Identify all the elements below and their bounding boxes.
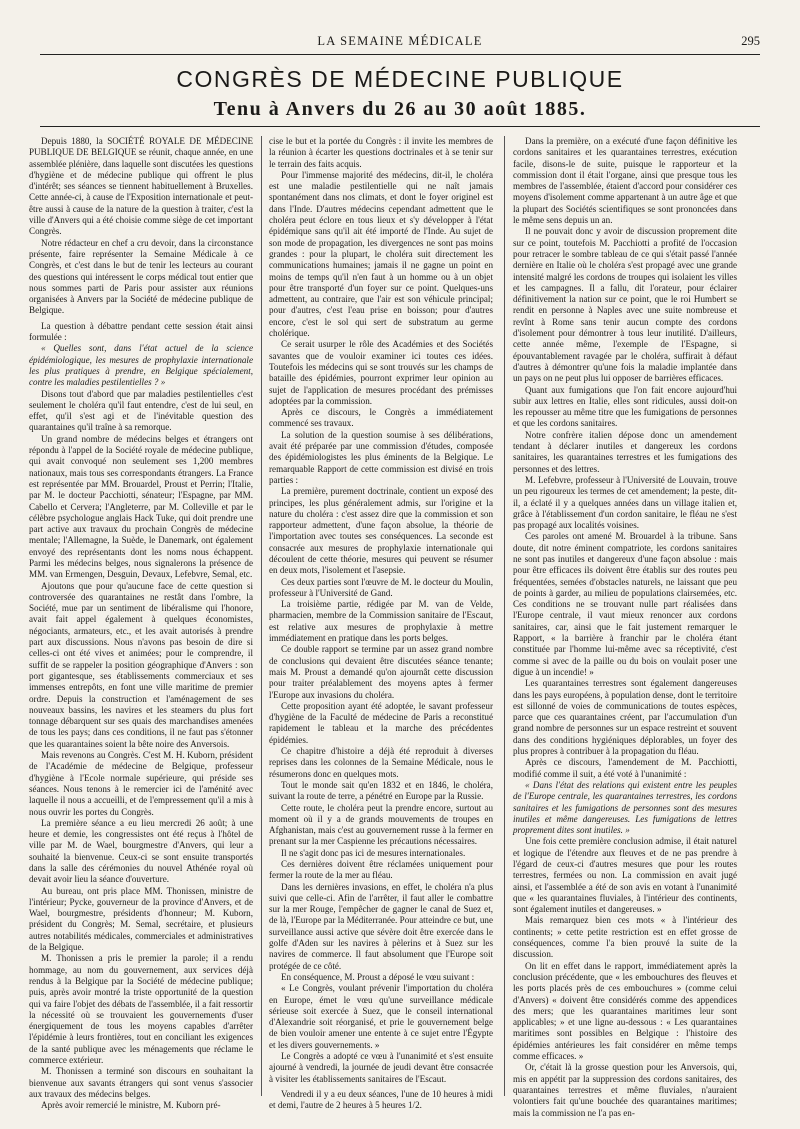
- column-1: [29, 136, 253, 1111]
- title-rule: [40, 126, 760, 127]
- paragraph: Or, c'était là la grosse question pour les Anversois, qui, mis en appétit par la suppression des cordons sanitaires, des quarantaines terrestres et même fluviales, n'auraient volontiers fait qu'une bouchée des quarantaines maritimes; mais la commission ne l'a pas en-: [513, 1062, 737, 1118]
- paragraph: La question à débattre pendant cette session était ainsi formulée :: [29, 320, 253, 343]
- article-title: CONGRÈS DE MÉDECINE PUBLIQUE: [176, 66, 624, 92]
- paragraph: Un grand nombre de médecins belges et étrangers ont répondu à l'appel de la Société royale de médecine publique, qui avait convoqué non seulement ses 1,200 membres nationaux, mais tous ses correspondants étrangers. La France est représentée par MM. Brouardel, Proust et Perrin; l'Italie, par M. le docteur Pacchiotti, sénateur; l'Espagne, par MM. Cabello et Cervera; l'Angleterre, par M. Colleville et par le célèbre psychologue anglais Hack Tuke, qui doit prendre une part active aux travaux du prochain Congrès de médecine mentale; l'Allemagne, la Suède, le Danemark, ont également envoyé des représentants dont les noms nous échappent. Parmi les médecins belges, nous signalerons la présence de MM. van Ermengen, Desguin, Devaux, Lefebvre, Semal, etc.: [29, 433, 253, 580]
- paragraph: Après ce discours, le Congrès a immédiatement commencé ses travaux.: [269, 407, 493, 429]
- paragraph: Ce double rapport se termine par un assez grand nombre de conclusions qui devaient être discutées séance tenante; mais M. Proust a demandé qu'on ajournât cette discussion pour traiter préalablement des moyens aptes à fermer l'Europe aux invasions du choléra.: [269, 644, 493, 700]
- paragraph: Les quarantaines terrestres sont également dangereuses dans les pays européens, à population dense, dont le territoire est sillonné de voies de communications de toutes espèces, parce que ces quarantaines créent, par l'accumulation d'un grand nombre de personnes sur un espace restreint et souvent dans des conditions hygiéniques déplorables, un foyer des plus propres à contribuer à la propagation du fléau.: [513, 678, 737, 757]
- paragraph: Ces paroles ont amené M. Brouardel à la tribune. Sans doute, dit notre éminent compatriote, les cordons sanitaires ne sont pas inutiles et dangereux d'une façon absolue : mais pour être efficaces ils doivent être établis sur des routes peu fréquentées, semées d'obstacles naturels, ne laissant que peu de points à garder, au milieu de populations clairsemées, etc. Ces conditions ne se trouvant nulle part réalisées dans l'Europe centrale, il vaut mieux renoncer aux cordons sanitaires, car, ainsi que le fait justement remarquer le Rapport, « la barrière à franchir par le choléra étant constituée par l'homme lui-même avec sa réceptivité, c'est comme si avec de la paille ou du bois on voulait poser une digue à un incendie! »: [513, 531, 737, 677]
- paragraph: Notre rédacteur en chef a cru devoir, dans la circonstance présente, faire représenter la Semaine Médicale à ce Congrès, et c'est dans le but de tenir les lecteurs au courant des questions qui intéressent le corps médical tout entier que nous sommes parti de Paris pour assister aux réunions organisées à Anvers par la Société de médecine publique de Belgique.: [29, 237, 253, 316]
- paragraph: On lit en effet dans le rapport, immédiatement après la conclusion précédente, que « les embouchures des fleuves et les ports placés près de ces embouchures » (comme celui d'Anvers) « doivent être considérés comme des appendices des mers; que les quarantaines maritimes leur sont applicables; » et une ligne au-dessous : « Les quarantaines maritimes sont possibles en Belgique : l'histoire des épidémies antérieures les fait considérer en même temps comme efficaces. »: [513, 960, 737, 1062]
- paragraph: Cette proposition ayant été adoptée, le savant professeur d'hygiène de la Faculté de médecine de Paris a reconstitué rapidement le tableau et la marche des précédentes épidémies.: [269, 700, 493, 745]
- paragraph: M. Thonissen a terminé son discours en souhaitant la bienvenue aux savants étrangers qui sont venus s'associer aux travaux des médecins belges.: [29, 1066, 253, 1099]
- paragraph: Cette route, le choléra peut la prendre encore, surtout au moment où il y a de grands mouvements de troupes en Afghanistan, mais c'est au gouvernement russe à la fermer en prenant sur la mer Caspienne les précautions nécessaires.: [269, 802, 493, 847]
- paragraph: La troisième partie, rédigée par M. van de Velde, pharmacien, membre de la Commission sanitaire de l'Escaut, est relative aux mesures de prophylaxie à mettre immédiatement en pratique dans les ports belges.: [269, 599, 493, 644]
- paragraph: Au bureau, ont pris place MM. Thonissen, ministre de l'intérieur; Pycke, gouverneur de la province d'Anvers, et de Wael, bourgmestre, présidents d'honneur; M. Kuborn, président du Congrès; M. Semal, secrétaire, et plusieurs autres notabilités médicales, commerciales et administratives de la Belgique.: [29, 885, 253, 953]
- paragraph: Tout le monde sait qu'en 1832 et en 1846, le choléra, suivant la route de terre, a pénétré en Europe par la Russie.: [269, 779, 493, 802]
- column-divider: [504, 136, 505, 1096]
- paragraph: Mais revenons au Congrès. C'est M. H. Kuborn, président de l'Académie de médecine de Belgique, professeur d'hygiène à l'Ecole normale supérieure, qui préside ses séances. Nous tenons à le remercier ici de l'aménité avec laquelle il nous a accueilli, et de l'empressement qu'il a mis à nous ouvrir les portes du Congrès.: [29, 750, 253, 817]
- paragraph: Il ne pouvait donc y avoir de discussion proprement dite sur ce point, toutefois M. Pacchiotti a profité de l'occasion pour retracer le sombre tableau de ce qui s'était passé l'année dernière en Italie où le choléra s'est propagé avec une grande intensité malgré les cordons de troupes qui isolaient les villes et les campagnes. Il a fallu, dit l'orateur, pour éclairer définitivement la nation sur ce point, que le roi Humbert se rendit en personne à Naples avec une suite nombreuse et revînt à Rome sans tenir aucun compte des cordons d'isolement pour démontrer à tous leur inutilité. D'ailleurs, cette année même, l'exemple de l'Espagne, si épouvantablement ravagée par le choléra, suffirait à défaut d'autres à démontrer qu'une fois la maladie implantée dans un pays on ne peut plus lui opposer de barrières efficaces.: [513, 226, 737, 384]
- paragraph: En conséquence, M. Proust a déposé le vœu suivant :: [281, 971, 475, 982]
- paragraph: La solution de la question soumise à ses délibérations, avait été préparée par une commission d'études, composée des épidémiologistes les plus éminents de la Belgique. Le remarquable Rapport de cette commission est divisé en trois parties :: [269, 429, 493, 485]
- column-3: [513, 136, 737, 1118]
- paragraph: Après avoir remercié le ministre, M. Kuborn pré-: [41, 1100, 221, 1111]
- quoted-resolution: « Dans l'état des relations qui existent entre les peuples de l'Europe centrale, les quarantaines terrestres, les cordons sanitaires et les fumigations de personnes sont des mesures inutiles et même dangereuses. Les fumigations de lettres proprement dites sont inutiles. »: [513, 779, 737, 836]
- paragraph: Quant aux fumigations que l'on fait encore aujourd'hui subir aux lettres en Italie, elles sont ridicules, aussi doit-on les repousser au même titre que les fumigations de personnes et que les cordons sanitaires.: [513, 384, 737, 429]
- paragraph: Dans la première, on a exécuté d'une façon définitive les cordons sanitaires et les quarantaines terrestres, exécution facile, disons-le de suite, puisque le rapporteur et la commission dont il était l'organe, ainsi que presque tous les membres de l'assemblée, étaient d'accord pour considérer ces moyens d'isolement comme appartenant à un autre âge et que la plupart des Sociétés scientifiques se sont prononcées dans le même sens depuis un an.: [513, 136, 737, 226]
- header-rule: [40, 54, 760, 55]
- paragraph: Vendredi il y a eu deux séances, l'une de 10 heures à midi et demi, l'autre de 2 heures à 5 heures 1/2.: [269, 1088, 493, 1111]
- paragraph: Une fois cette première conclusion admise, il était naturel et logique de l'étendre aux fleuves et de ne pas prendre à l'égard de ceux-ci d'autres mesures que pour les routes terrestres, fermées ou non. La commission en avait jugé ainsi, et l'assemblée a été de son avis en votant à l'unanimité que « les quarantaines fluviales, à l'intérieur des continents, sont également inutiles et dangereuses. »: [513, 836, 737, 915]
- paragraph: Il ne s'agit donc pas ici de mesures internationales.: [281, 847, 466, 858]
- paragraph: M. Thonissen a pris le premier la parole; il a rendu hommage, au nom du gouvernement, aux services déjà rendus à la Belgique par la Société de médecine publique; puis, après avoir montré la triste opportunité de la question qui va faire l'objet des débats de l'assemblée, il a fait ressortir la nécessité où se trouvaient les gouvernements d'user énergiquement de tous les moyens capables d'arrêter l'épidémie à leurs frontières, tout en conciliant les exigences de la santé publique avec les ménagements que réclame le commerce extérieur.: [29, 953, 253, 1066]
- paragraph: Ces deux parties sont l'œuvre de M. le docteur du Moulin, professeur à l'Université de Gand.: [269, 576, 493, 598]
- paragraph: Après ce discours, l'amendement de M. Pacchiotti, modifié comme il suit, a été voté à l'unanimité :: [513, 757, 737, 779]
- quoted-resolution: « Le Congrès, voulant prévenir l'importation du choléra en Europe, émet le vœu qu'une surveillance médicale sérieuse soit exercée à Suez, que le conseil international d'Alexandrie soit réorganisé, et prie le gouvernement belge de bien vouloir amener une entente à ce sujet entre l'Égypte et les divers gouvernements. »: [269, 983, 493, 1050]
- paragraph: M. Lefebvre, professeur à l'Université de Louvain, trouve un peu rigoureux les termes de cet amendement; la peste, dit-il, a éclaté il y a quelques années dans un village italien et, grâce à l'établissement d'un cordon sanitaire, le fléau ne s'est pas propagé aux localités voisines.: [513, 474, 737, 531]
- paragraph: Ce chapitre d'histoire a déjà été reproduit à diverses reprises dans les colonnes de la Semaine Médicale, nous le résumerons donc en quelques mots.: [269, 746, 493, 779]
- running-header: [40, 34, 760, 52]
- paragraph: Ces dernières doivent être réclamées uniquement pour fermer la route de la mer au fléau.: [269, 859, 493, 881]
- paragraph: Depuis 1880, la SOCIÉTÉ ROYALE DE MÉDECINE PUBLIQUE DE BELGIQUE se réunit, chaque année, en une assemblée plénière, dans laquelle sont discutées les questions d'hygiène et de médecine publique qui offrent le plus d'intérêt; ses séances se tiennent habituellement à Bruxelles. Cette année-ci, à cause de l'Exposition internationale et peut-être aussi à cause de la nature de la question à traiter, c'est la ville d'Anvers qui a été choisie comme siège de cet important Congrès.: [29, 136, 253, 237]
- paragraph: La première, purement doctrinale, contient un exposé des principes, les plus généralement admis, sur l'origine et la nature du choléra : c'est assez dire que la commission et son rapporteur admettent, d'une façon absolue, la théorie de l'importation avec toutes ses conséquences. La seconde est consacrée aux mesures de prophylaxie internationale qui découlent de cette théorie, mesures qui peuvent se résumer en deux mots, l'isolement et l'asepsie.: [269, 486, 493, 576]
- paragraph: cise le but et la portée du Congrès : il invite les membres de la réunion à écarter les questions doctrinales et à se tenir sur le terrain des faits acquis.: [269, 136, 493, 169]
- column-divider: [261, 136, 262, 1096]
- quoted-question: « Quelles sont, dans l'état actuel de la science épidémiologique, les mesures de prophylaxie internationale les plus pratiques à prendre, en Belgique spécialement, contre les maladies pestilentielles ? »: [29, 343, 253, 388]
- paragraph: Le Congrès a adopté ce vœu à l'unanimité et s'est ensuite ajourné à vendredi, la journée de jeudi devant être consacrée à visiter les établissements sanitaires de l'Escaut.: [269, 1051, 493, 1084]
- paragraph: La première séance a eu lieu mercredi 26 août; à une heure et demie, les congressistes ont été reçus à l'hôtel de ville par M. de Wael, bourgmestre d'Anvers, qui leur a souhaité la bienvenue. Ceux-ci se sont ensuite transportés dans la salle des cérémonies du nouvel Athénée royal où devait avoir lieu la séance d'ouverture.: [29, 817, 253, 885]
- paragraph: Notre confrère italien dépose donc un amendement tendant à déclarer inutiles et dangereux les cordons sanitaires, les quarantaines terrestres et les fumigations des personnes et des lettres.: [513, 429, 737, 474]
- paragraph: Disons tout d'abord que par maladies pestilentielles c'est seulement le choléra qu'il faut entendre, c'est de lui seul, en effet, qu'il s'est agi et de l'inévitable question des quarantaines qu'il traîne à sa remorque.: [29, 388, 253, 433]
- paragraph: Mais remarquez bien ces mots « à l'intérieur des continents; » cette petite restriction est en effet grosse de conséquences, comme l'a bien prouvé la suite de la discussion.: [513, 915, 737, 960]
- paragraph: Ajoutons que pour qu'aucune face de cette question si controversée des quarantaines ne restât dans l'ombre, la Société, mue par un sentiment de libéralisme qui l'honore, avait fait appel également à quelques économistes, négociants, armateurs, etc., et les avait autorisés à prendre part aux discussions. Nous n'avons pas besoin de dire si celles-ci ont été vives et animées; pour le comprendre, il suffit de se rappeler la position géographique d'Anvers : son port gigantesque, ses établissements commerciaux et ses immenses entrepôts, en font une ville maritime de premier ordre. Depuis la construction et l'aménagement de ses nouveaux bassins, les navires et les steamers du plus fort tonnage débarquent sur ses quais des marchandises amenées de tous les pays; dans ces conditions, il ne faut pas s'étonner que les quarantaines soient la bête noire des Anversois.: [29, 580, 253, 749]
- paragraph: Pour l'immense majorité des médecins, dit-il, le choléra est une maladie pestilentielle qui ne naît jamais spontanément dans nos climats, et dont le foyer originel est dans l'Inde. D'autres médecins cependant admettent que le choléra peut éclore en tous lieux et s'y développer à l'état épidémique sans qu'il ait été importé de l'Inde. Au sujet de son mode de propagation, les divergences ne sont pas moins grandes : pour la plupart, le choléra suit directement les communications humaines; jamais il ne gagne un point en moins de temps qu'il n'en faut à un homme ou à un objet pour être transporté d'un foyer sur ce point. Quelques-uns admettent, au contraire, que l'air est son véhicule principal; pour d'autres, c'est l'eau prise en boisson; pour d'autres encore, c'est le sol qui sert de substratum au germe cholérique.: [269, 169, 493, 339]
- column-2: [269, 136, 493, 1111]
- page-number: 295: [741, 34, 760, 48]
- paragraph: Ce serait usurper le rôle des Académies et des Sociétés savantes que de vouloir examiner ici toutes ces idées. Toutefois les médecins qui se sont trouvés sur les champs de bataille des épidémies, pourront exprimer leur opinion au sujet de l'application de mesures procédant des prémisses adoptées par la commission.: [269, 339, 493, 406]
- article-subtitle: Tenu à Anvers du 26 au 30 août 1885.: [213, 98, 587, 120]
- paragraph: Dans les dernières invasions, en effet, le choléra n'a plus suivi que celle-ci. Afin de l'arrêter, il faut aller le combattre sur la mer Rouge, l'empêcher de gagner le canal de Suez et, de là, l'Europe par la Méditerranée. Pour atteindre ce but, une surveillance aussi active que sévère doit être exercée dans le golfe d'Aden sur les navires à pèlerins et à Suez sur les navires de commerce. Il faut absolument que l'Europe soit protégée de ce côté.: [269, 881, 493, 971]
- journal-title: LA SEMAINE MÉDICALE: [317, 34, 483, 48]
